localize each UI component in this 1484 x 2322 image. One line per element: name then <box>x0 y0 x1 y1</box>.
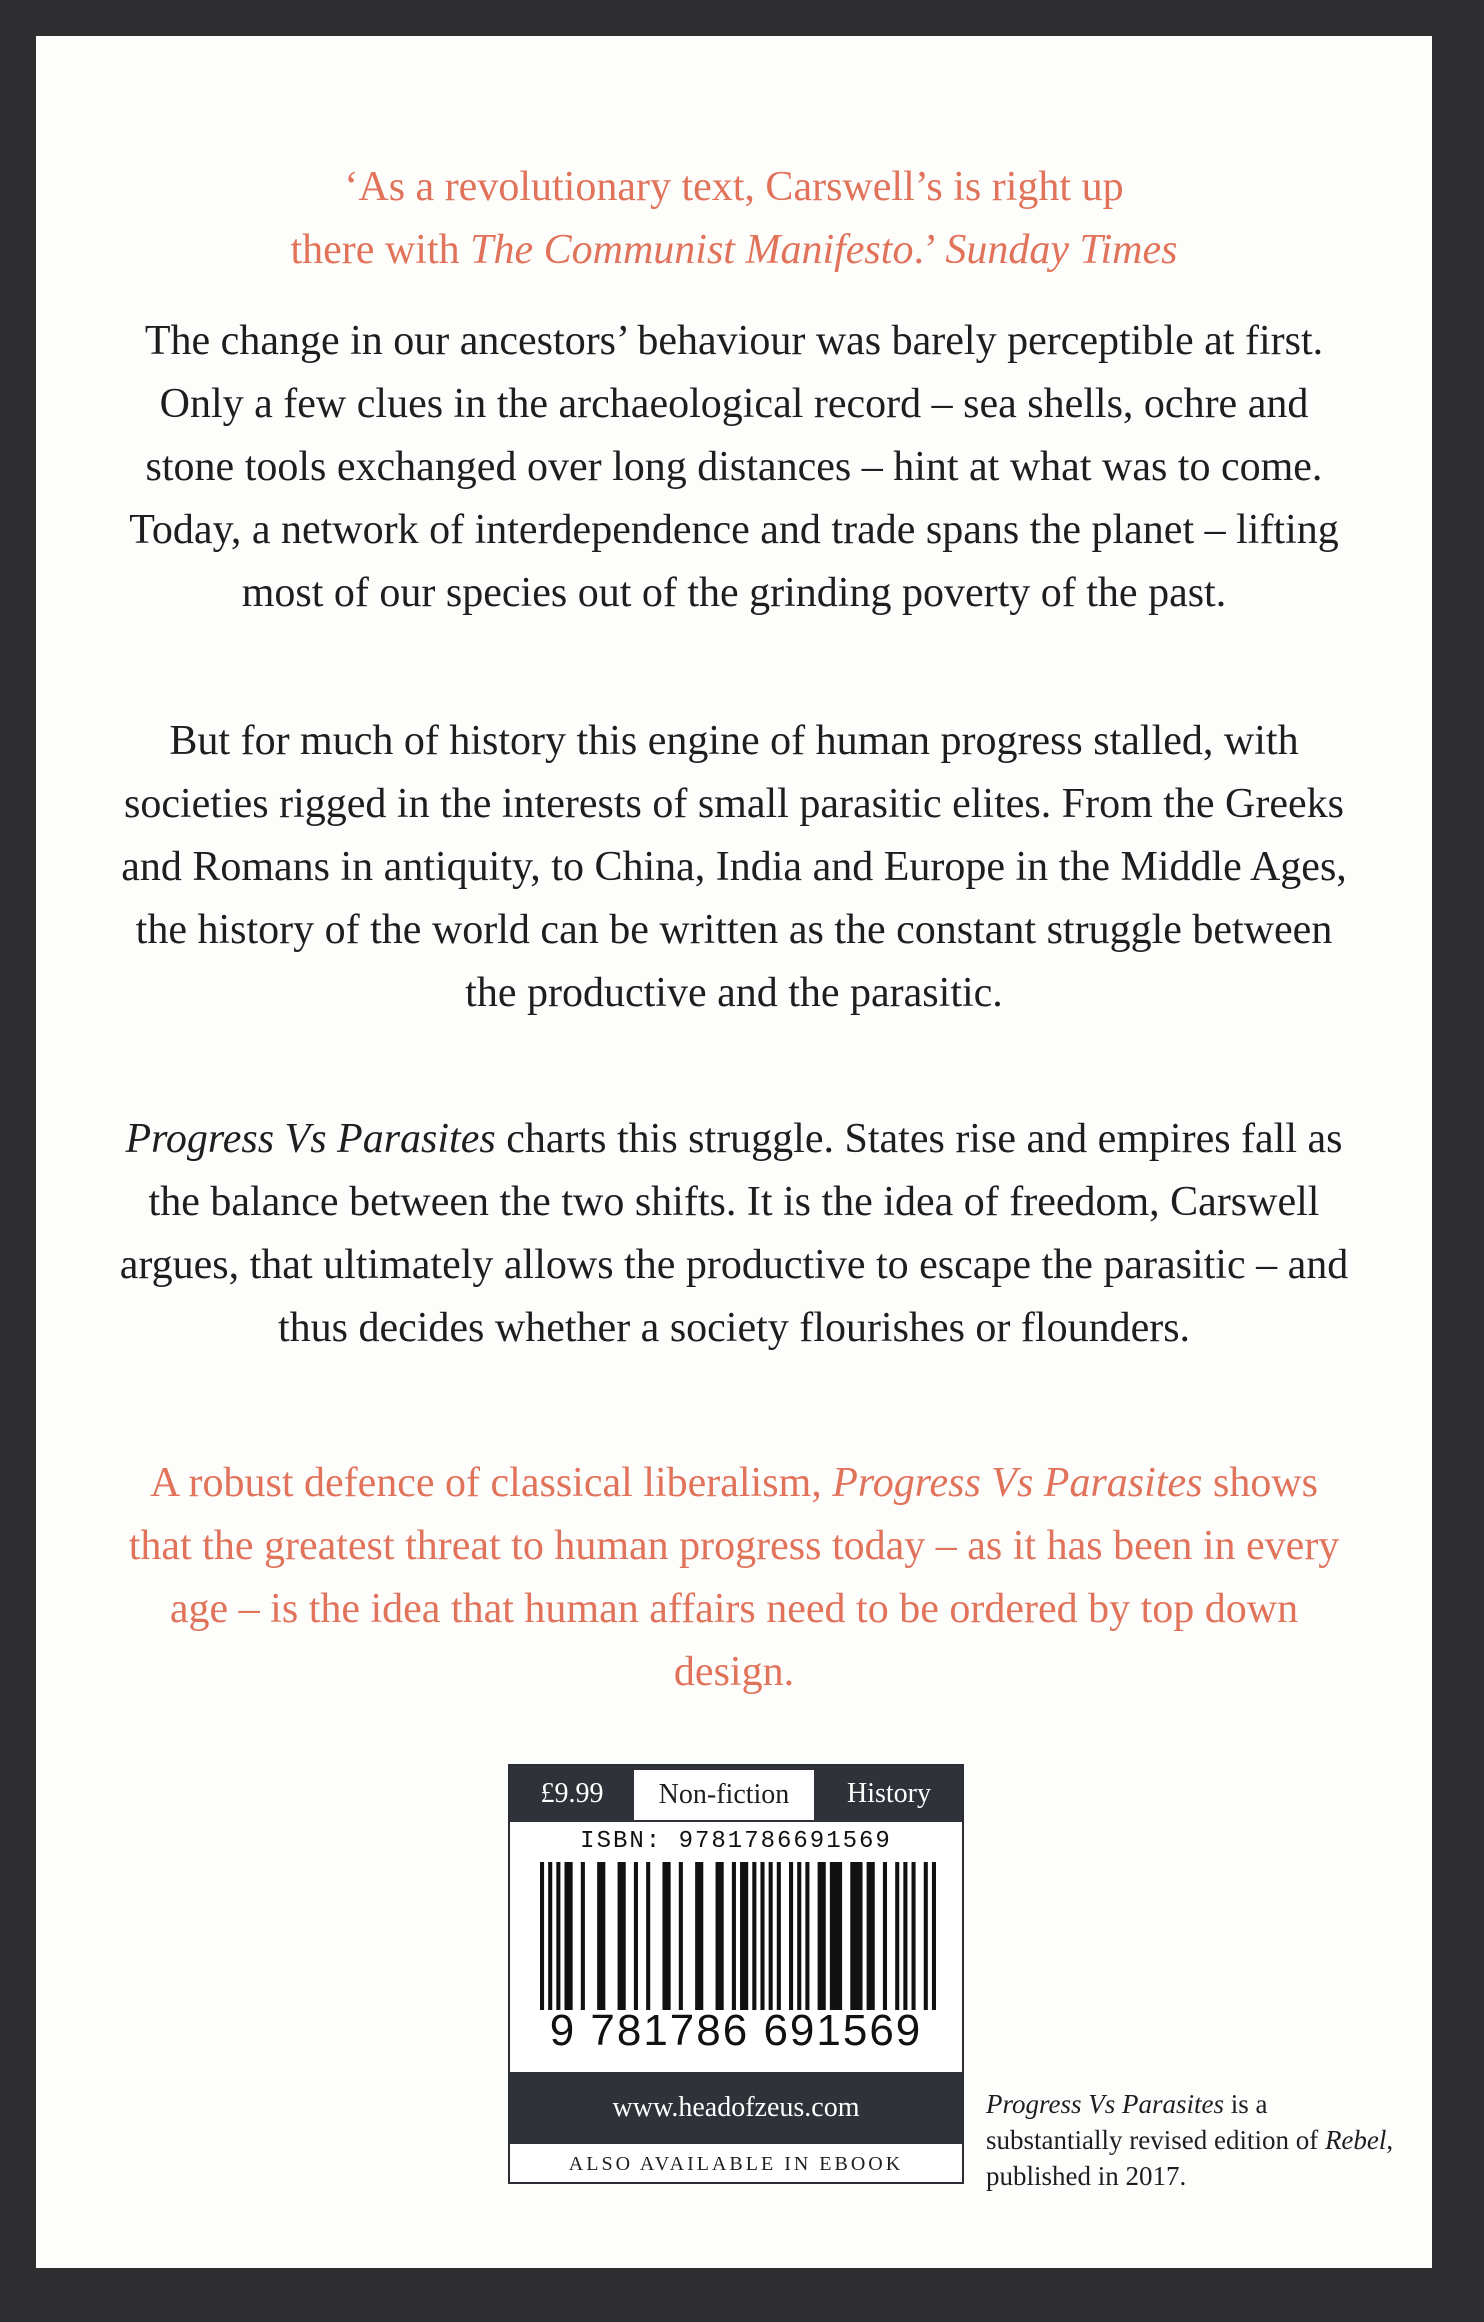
barcode-bars <box>540 1862 936 2010</box>
category-history: History <box>847 1778 931 1809</box>
blurb-paragraph-4-text: shows that the greatest threat to human progress today – as it has been in every age – is the idea that human affairs need to be ordered by top down design. <box>128 1460 1340 1695</box>
blurb-paragraph-4-pre: A robust defence of classical liberalism, <box>149 1460 833 1506</box>
blurb-paragraph-3-text: charts this struggle. States rise and empires fall as the balance between the two shifts. It is the idea of freedom, Carswell argues, that ultimately allows the productive to escape the parasitic – and thus decides whether a society flourishes or flounders. <box>119 1116 1349 1351</box>
barcode-bar <box>740 1862 748 2010</box>
publisher-website: www.headofzeus.com <box>510 2072 962 2144</box>
book-title-inline: Progress Vs Parasites <box>125 1116 496 1162</box>
barcode-bar <box>646 1862 650 2010</box>
edition-note <box>986 2086 1406 2194</box>
blurb-paragraph-4 <box>116 1452 1352 1704</box>
barcode-bar <box>634 1862 638 2010</box>
barcode-bar <box>732 1862 736 2010</box>
barcode-bar <box>564 1862 572 2010</box>
book-title-inline-2: Progress Vs Parasites <box>832 1460 1203 1506</box>
barcode-bar <box>769 1862 773 2010</box>
barcode-bar <box>581 1862 585 2010</box>
barcode-bar <box>789 1862 793 2010</box>
quote-book-title: The Communist Manifesto <box>470 227 914 273</box>
barcode-bar <box>662 1862 670 2010</box>
barcode-bar <box>556 1862 560 2010</box>
barcode-bar <box>597 1862 605 2010</box>
edition-note-title: Progress Vs Parasites <box>986 2089 1225 2119</box>
barcode-bar <box>752 1862 756 2010</box>
barcode-bar <box>760 1862 764 2010</box>
back-cover <box>36 36 1432 2268</box>
press-quote <box>116 156 1352 282</box>
ean-digits: 9 781786 691569 <box>549 2006 923 2055</box>
ebook-notice: ALSO AVAILABLE IN EBOOK <box>568 2153 904 2175</box>
quote-line-2-pre: there with <box>290 227 471 273</box>
barcode-bar <box>797 1862 801 2010</box>
barcode-bar <box>932 1862 936 2010</box>
barcode-bar <box>695 1862 703 2010</box>
edition-note-mid: is a substantially revised edition of <box>986 2089 1325 2155</box>
barcode-bar <box>850 1862 862 2010</box>
barcode-bar <box>548 1862 552 2010</box>
barcode-bar <box>830 1862 842 2010</box>
barcode-bar <box>895 1862 899 2010</box>
edition-note-orig-title: Rebel <box>1324 2125 1387 2155</box>
barcode-bar <box>867 1862 875 2010</box>
isbn-label: ISBN: 9781786691569 <box>580 1828 892 1855</box>
barcode-bar <box>912 1862 916 2010</box>
quote-source: Sunday Times <box>945 227 1178 273</box>
barcode-bar <box>716 1862 724 2010</box>
barcode-bar <box>540 1862 544 2010</box>
blurb-paragraph-2: But for much of history this engine of human progress stalled, with societies rigged in the interests of small parasitic elites. From the Greeks and Romans in antiquity, to China, India and Europe in the Middle Ages, the history of the world can be written as the constant struggle between the productive and the parasitic. <box>121 718 1347 1016</box>
barcode-bar <box>903 1862 907 2010</box>
category-bar <box>510 1766 962 1822</box>
barcode-bar <box>883 1862 887 2010</box>
barcode-bar <box>679 1862 683 2010</box>
quote-line-1: ‘As a revolutionary text, Carswell’s is right up <box>344 164 1124 210</box>
barcode-bar <box>777 1862 781 2010</box>
category-nonfiction: Non-fiction <box>634 1770 814 1820</box>
blurb-paragraph-3 <box>116 1108 1352 1360</box>
barcode-bar <box>618 1862 626 2010</box>
quote-line-2-mid: .’ <box>913 227 946 273</box>
blurb-paragraph-1: The change in our ancestors’ behaviour was barely perceptible at first. Only a few clues in the archaeological record – sea shells, ochre and stone tools exchanged over long distances – hint at what was to come. Today, a network of interdependence and trade spans the planet – lifting most of our species out of the grinding poverty of the past. <box>129 318 1339 616</box>
barcode-bar <box>818 1862 826 2010</box>
barcode-bar <box>805 1862 809 2010</box>
barcode-bar <box>924 1862 928 2010</box>
edition-note-end: , published in 2017. <box>986 2125 1394 2191</box>
barcode-panel <box>508 1764 964 2184</box>
price-label: £9.99 <box>540 1778 604 1809</box>
